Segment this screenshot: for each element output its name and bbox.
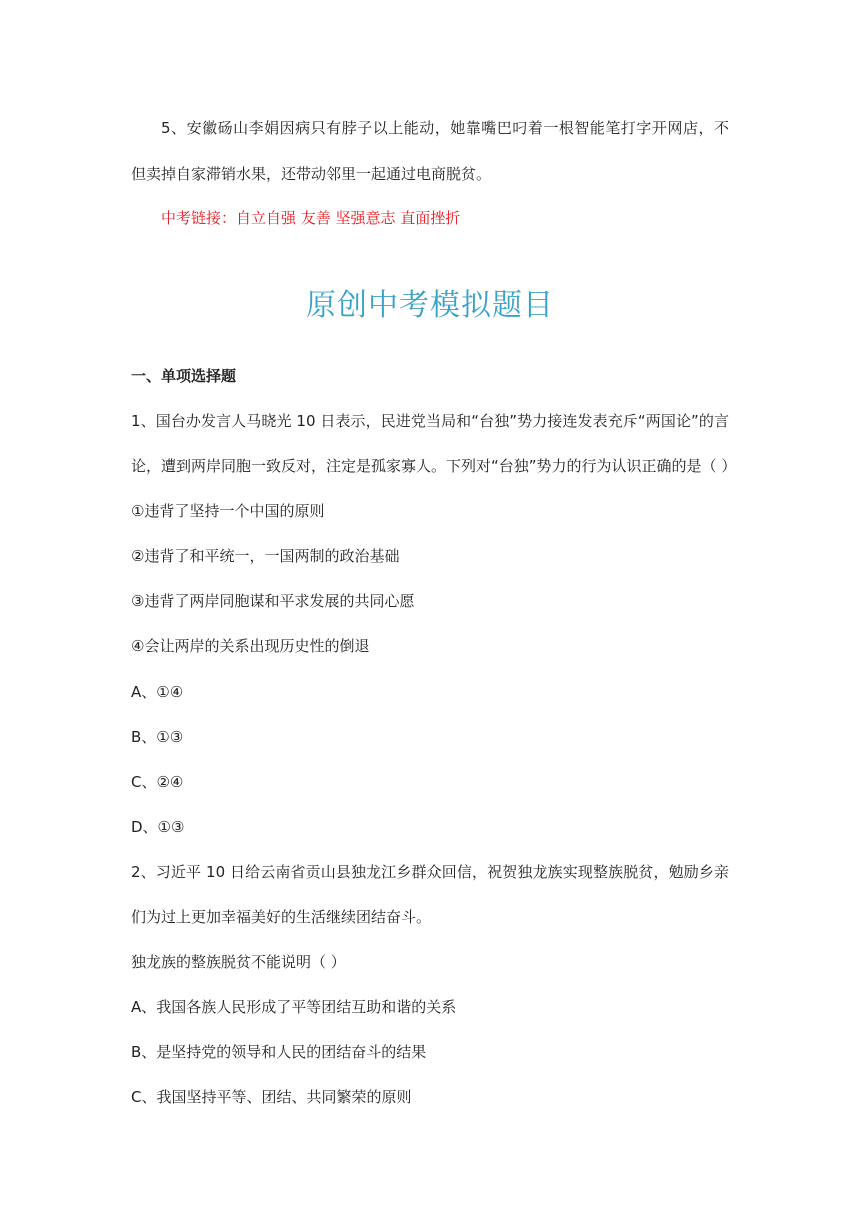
q1-stem-line2: 论，遭到两岸同胞一致反对，注定是孤家寡人。下列对“台独”势力的行为认识正确的是（ ） <box>131 457 737 475</box>
page-title: 原创中考模拟题目 <box>306 288 554 323</box>
item5-line1: 5、安徽砀山李娟因病只有脖子以上能动，她靠嘴巴叼着一根智能笔打字开网店，不 <box>161 119 729 137</box>
q2-stem-line1: 2、习近平 10 日给云南省贡山县独龙江乡群众回信，祝贺独龙族实现整族脱贫，勉励乡亲 <box>131 863 729 881</box>
q2-option-b: B、是坚持党的领导和人民的团结奋斗的结果 <box>131 1043 427 1061</box>
q1-statement-3: ③违背了两岸同胞谋和平求发展的共同心愿 <box>131 592 415 610</box>
section-heading: 一、单项选择题 <box>131 367 237 385</box>
q1-statement-2: ②违背了和平统一，一国两制的政治基础 <box>131 547 400 565</box>
q1-stem-line1: 1、国台办发言人马晓光 10 日表示，民进党当局和“台独”势力接连发表充斥“两国论”的言 <box>131 412 729 430</box>
q1-option-b: B、①③ <box>131 728 184 746</box>
q1-option-d: D、①③ <box>131 818 185 836</box>
q1-option-a: A、①④ <box>131 683 184 701</box>
exam-link: 中考链接：自立自强 友善 坚强意志 直面挫折 <box>161 209 461 227</box>
q2-option-a: A、我国各族人民形成了平等团结互助和谐的关系 <box>131 998 457 1016</box>
q1-statement-4: ④会让两岸的关系出现历史性的倒退 <box>131 637 370 655</box>
item5-line2: 但卖掉自家滞销水果，还带动邻里一起通过电商脱贫。 <box>131 165 492 183</box>
q2-option-c: C、我国坚持平等、团结、共同繁荣的原则 <box>131 1088 412 1106</box>
q1-statement-1: ①违背了坚持一个中国的原则 <box>131 502 325 520</box>
q1-option-c: C、②④ <box>131 773 184 791</box>
q2-question: 独龙族的整族脱贫不能说明（ ） <box>131 953 346 971</box>
q2-stem-line2: 们为过上更加幸福美好的生活继续团结奋斗。 <box>131 908 432 926</box>
